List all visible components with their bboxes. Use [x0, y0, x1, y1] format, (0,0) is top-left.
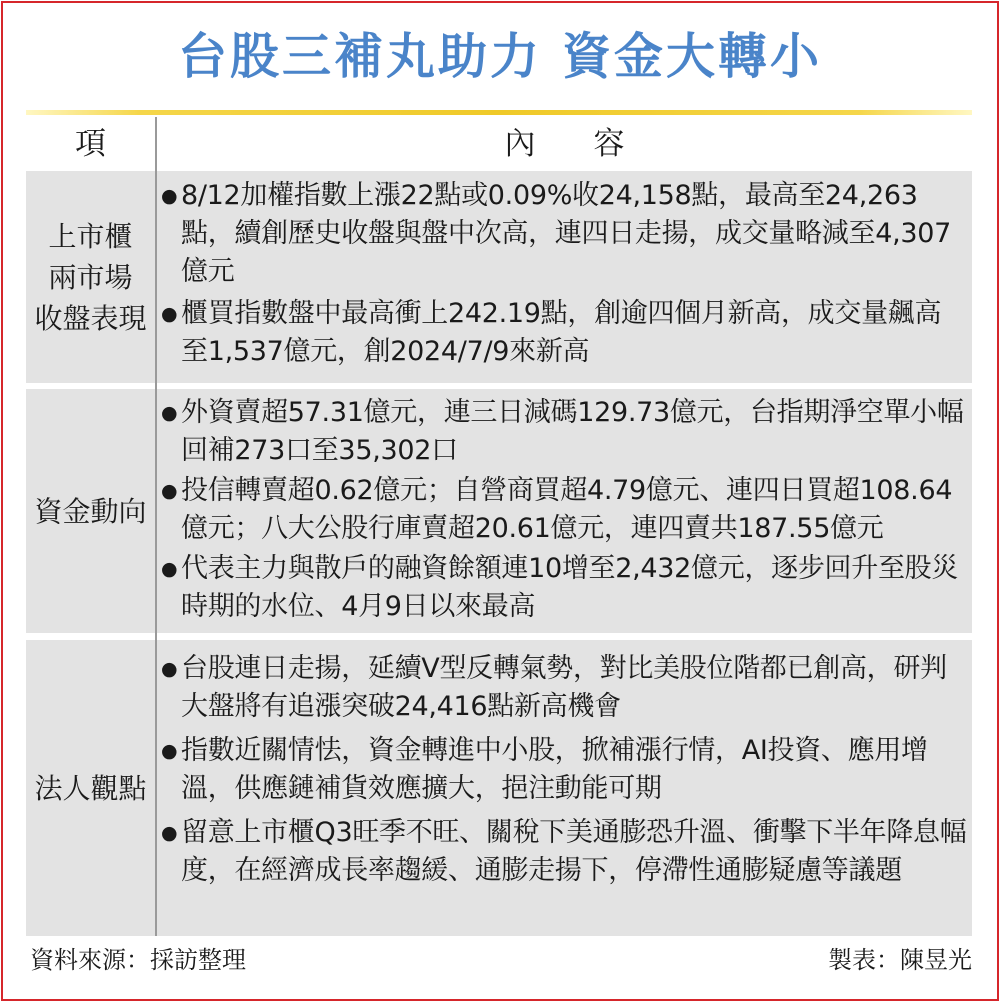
bullet-item: ● 代表主力與散戶的融資餘額連10增至2,432億元，逐步回升至股災時期的水位、4月9日以來最高 — [161, 550, 967, 626]
column-divider — [155, 117, 157, 936]
row-label-line: 上市櫃 — [48, 219, 133, 253]
table-row-market-close — [26, 171, 972, 383]
title-underline — [26, 110, 972, 115]
column-header-content: 內容 — [157, 117, 972, 171]
row-label-line: 資金動向 — [34, 494, 147, 528]
bullet-list — [161, 394, 967, 626]
row-label — [26, 171, 155, 383]
bullet-item: ● 台股連日走揚，延續V型反轉氣勢，對比美股位階都已創高，研判大盤將有追漲突破24,416點新高機會 — [161, 650, 967, 726]
bullet-item: ● 櫃買指數盤中最高衝上242.19點，創逾四個月新高，成交量飆高至1,537億元，創2024/7/9來新高 — [161, 295, 967, 371]
row-label — [26, 389, 155, 633]
bullet-list — [161, 177, 967, 371]
bullet-item: ● 8/12加權指數上漲22點或0.09%收24,158點，最高至24,263點，續創歷史收盤與盤中次高，連四日走揚，成交量略減至4,307億元 — [161, 177, 967, 291]
bullet-item: ● 留意上市櫃Q3旺季不旺、關稅下美通膨恐升溫、衝擊下半年降息幅度，在經濟成長率趨緩、通膨走揚下，停滯性通膨疑慮等議題 — [161, 814, 967, 890]
row-label-line: 兩市場 — [48, 260, 133, 294]
row-label-line: 收盤表現 — [34, 301, 147, 335]
column-header-item: 項 — [26, 117, 155, 171]
bullet-list — [161, 650, 967, 890]
table-row-institutional-views — [26, 640, 972, 936]
row-label-line: 法人觀點 — [34, 771, 147, 805]
source-note: 資料來源：採訪整理 — [30, 946, 246, 974]
page-title: 台股三補丸助力 資金大轉小 — [177, 28, 823, 85]
row-label — [26, 640, 155, 936]
table-row-fund-flows — [26, 389, 972, 633]
bullet-item: ● 指數近關情怯，資金轉進中小股，掀補漲行情，AI投資、應用增溫，供應鏈補貨效應擴大，挹注動能可期 — [161, 732, 967, 808]
bullet-item: ● 外資賣超57.31億元，連三日減碼129.73億元，台指期淨空單小幅回補273口至35,302口 — [161, 394, 967, 470]
bullet-item: ● 投信轉賣超0.62億元；自營商買超4.79億元、連四日買超108.64億元；八大公股行庫賣超20.61億元，連四賣共187.55億元 — [161, 472, 967, 548]
credit-note: 製表：陳昱光 — [828, 946, 972, 974]
